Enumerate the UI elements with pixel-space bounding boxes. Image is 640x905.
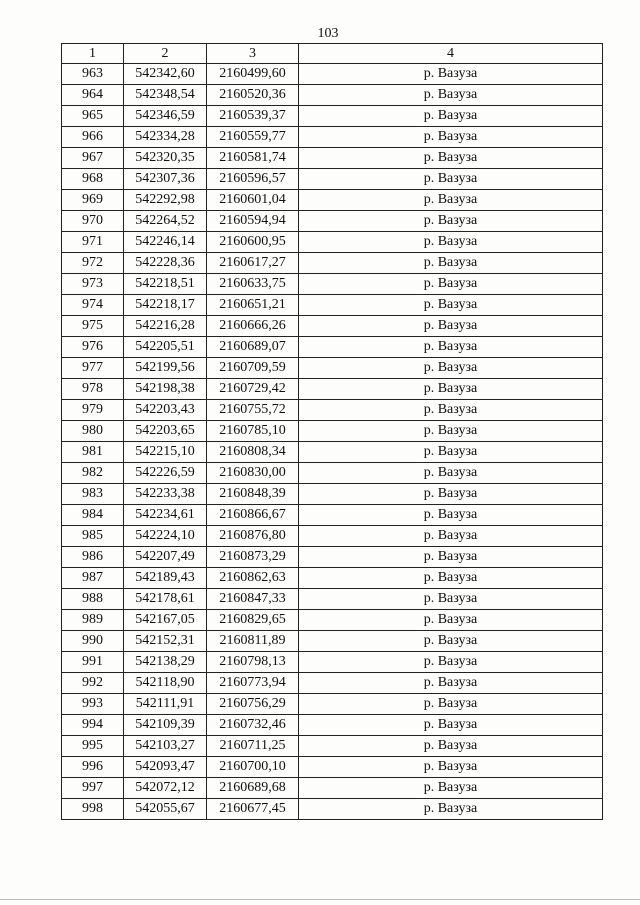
- table-cell-location: р. Вазуза: [299, 316, 603, 337]
- table-cell: 542216,28: [124, 316, 207, 337]
- table-cell: 975: [62, 316, 124, 337]
- table-cell-location: р. Вазуза: [299, 778, 603, 799]
- table-row: [62, 379, 603, 400]
- table-cell-location: р. Вазуза: [299, 442, 603, 463]
- table-cell: 984: [62, 505, 124, 526]
- table-cell-location: р. Вазуза: [299, 631, 603, 652]
- table-cell: 542246,14: [124, 232, 207, 253]
- table-row: [62, 127, 603, 148]
- table-cell: 974: [62, 295, 124, 316]
- table-cell: 970: [62, 211, 124, 232]
- column-header: 1: [62, 44, 124, 64]
- table-cell: 981: [62, 442, 124, 463]
- table-cell: 542111,91: [124, 694, 207, 715]
- table-row: [62, 736, 603, 757]
- table-cell: 993: [62, 694, 124, 715]
- table-cell: 542167,05: [124, 610, 207, 631]
- table-cell: 2160666,26: [207, 316, 299, 337]
- column-header: 3: [207, 44, 299, 64]
- table-cell: 542152,31: [124, 631, 207, 652]
- table-cell: 2160755,72: [207, 400, 299, 421]
- table-cell-location: р. Вазуза: [299, 421, 603, 442]
- table-cell: 998: [62, 799, 124, 820]
- table-row: [62, 64, 603, 85]
- table-cell: 542224,10: [124, 526, 207, 547]
- table-row: [62, 442, 603, 463]
- table-row: [62, 232, 603, 253]
- table-row: [62, 358, 603, 379]
- table-row: [62, 673, 603, 694]
- table-cell-location: р. Вазуза: [299, 148, 603, 169]
- table-cell-location: р. Вазуза: [299, 484, 603, 505]
- table-cell: 2160829,65: [207, 610, 299, 631]
- table-cell: 2160756,29: [207, 694, 299, 715]
- table-cell: 979: [62, 400, 124, 421]
- table-cell: 542215,10: [124, 442, 207, 463]
- table-cell: 542342,60: [124, 64, 207, 85]
- table-row: [62, 778, 603, 799]
- table-cell: 2160866,67: [207, 505, 299, 526]
- table-cell: 983: [62, 484, 124, 505]
- table-body: [62, 64, 603, 820]
- table-row: [62, 274, 603, 295]
- table-cell: 963: [62, 64, 124, 85]
- table-row: [62, 547, 603, 568]
- table-cell: 542138,29: [124, 652, 207, 673]
- table-cell-location: р. Вазуза: [299, 211, 603, 232]
- table-cell: 542226,59: [124, 463, 207, 484]
- column-header: 4: [299, 44, 603, 64]
- table-row: [62, 253, 603, 274]
- table-cell: 2160581,74: [207, 148, 299, 169]
- table-row: [62, 106, 603, 127]
- table-cell: 542346,59: [124, 106, 207, 127]
- table-row: [62, 589, 603, 610]
- table-cell: 986: [62, 547, 124, 568]
- table-cell: 542118,90: [124, 673, 207, 694]
- table-cell: 2160601,04: [207, 190, 299, 211]
- table-cell: 542307,36: [124, 169, 207, 190]
- table-cell: 994: [62, 715, 124, 736]
- table-cell: 977: [62, 358, 124, 379]
- table-cell: 987: [62, 568, 124, 589]
- table-cell: 992: [62, 673, 124, 694]
- table-row: [62, 799, 603, 820]
- table-cell: 2160677,45: [207, 799, 299, 820]
- table-cell: 542218,51: [124, 274, 207, 295]
- table-cell-location: р. Вазуза: [299, 190, 603, 211]
- table-cell: 965: [62, 106, 124, 127]
- table-cell: 2160711,25: [207, 736, 299, 757]
- table-cell-location: р. Вазуза: [299, 505, 603, 526]
- table-cell: 542292,98: [124, 190, 207, 211]
- table-cell-location: р. Вазуза: [299, 694, 603, 715]
- table-cell-location: р. Вазуза: [299, 568, 603, 589]
- table-cell: 542199,56: [124, 358, 207, 379]
- table-cell: 2160811,89: [207, 631, 299, 652]
- table-row: [62, 400, 603, 421]
- table-cell: 542233,38: [124, 484, 207, 505]
- table-cell-location: р. Вазуза: [299, 232, 603, 253]
- table-cell: 542218,17: [124, 295, 207, 316]
- table-cell: 542203,43: [124, 400, 207, 421]
- table-cell-location: р. Вазуза: [299, 274, 603, 295]
- table-row: [62, 85, 603, 106]
- table-row: [62, 484, 603, 505]
- table-cell: 542228,36: [124, 253, 207, 274]
- table-cell: 2160596,57: [207, 169, 299, 190]
- table-cell: 2160651,21: [207, 295, 299, 316]
- page-number: 103: [317, 26, 339, 41]
- table-cell: 542072,12: [124, 778, 207, 799]
- table-cell: 542207,49: [124, 547, 207, 568]
- table-cell-location: р. Вазуза: [299, 358, 603, 379]
- table-cell-location: р. Вазуза: [299, 106, 603, 127]
- table-cell: 542334,28: [124, 127, 207, 148]
- table-cell: 967: [62, 148, 124, 169]
- column-header: 2: [124, 44, 207, 64]
- table-row: [62, 757, 603, 778]
- table-cell: 542264,52: [124, 211, 207, 232]
- table-cell-location: р. Вазуза: [299, 169, 603, 190]
- table-cell: 2160689,68: [207, 778, 299, 799]
- table-cell: 969: [62, 190, 124, 211]
- table-row: [62, 694, 603, 715]
- table-cell-location: р. Вазуза: [299, 526, 603, 547]
- table-cell: 2160594,94: [207, 211, 299, 232]
- table-cell: 542205,51: [124, 337, 207, 358]
- table-cell-location: р. Вазуза: [299, 337, 603, 358]
- table-cell: 2160847,33: [207, 589, 299, 610]
- table-cell: 2160732,46: [207, 715, 299, 736]
- table-cell: 2160499,60: [207, 64, 299, 85]
- table-cell: 2160808,34: [207, 442, 299, 463]
- table-cell-location: р. Вазуза: [299, 715, 603, 736]
- table-row: [62, 568, 603, 589]
- table-cell: 978: [62, 379, 124, 400]
- table-cell: 2160633,75: [207, 274, 299, 295]
- table-cell-location: р. Вазуза: [299, 400, 603, 421]
- table-cell-location: р. Вазуза: [299, 64, 603, 85]
- table-cell: 2160773,94: [207, 673, 299, 694]
- table-row: [62, 421, 603, 442]
- table-cell: 966: [62, 127, 124, 148]
- table-row: [62, 295, 603, 316]
- table-cell: 964: [62, 85, 124, 106]
- table-cell: 2160729,42: [207, 379, 299, 400]
- table-cell-location: р. Вазуза: [299, 736, 603, 757]
- table-cell: 2160520,36: [207, 85, 299, 106]
- table-cell-location: р. Вазуза: [299, 127, 603, 148]
- table-cell: 988: [62, 589, 124, 610]
- table-row: [62, 631, 603, 652]
- table-cell: 2160709,59: [207, 358, 299, 379]
- table-cell-location: р. Вазуза: [299, 295, 603, 316]
- table-cell: 996: [62, 757, 124, 778]
- table-row: [62, 463, 603, 484]
- table-cell: 982: [62, 463, 124, 484]
- table-cell: 973: [62, 274, 124, 295]
- table-cell: 2160830,00: [207, 463, 299, 484]
- table-cell: 2160785,10: [207, 421, 299, 442]
- table-cell: 991: [62, 652, 124, 673]
- table-cell: 542189,43: [124, 568, 207, 589]
- table-row: [62, 169, 603, 190]
- table-cell: 2160617,27: [207, 253, 299, 274]
- page-bottom-edge: [0, 899, 640, 900]
- table-cell: 990: [62, 631, 124, 652]
- table-cell: 989: [62, 610, 124, 631]
- table-cell-location: р. Вазуза: [299, 547, 603, 568]
- table-cell: 976: [62, 337, 124, 358]
- table-cell: 2160848,39: [207, 484, 299, 505]
- table-cell: 542055,67: [124, 799, 207, 820]
- table-cell: 2160600,95: [207, 232, 299, 253]
- table-cell: 542203,65: [124, 421, 207, 442]
- table-cell-location: р. Вазуза: [299, 589, 603, 610]
- table-cell: 542234,61: [124, 505, 207, 526]
- table-cell: 2160689,07: [207, 337, 299, 358]
- table-cell-location: р. Вазуза: [299, 463, 603, 484]
- table-cell-location: р. Вазуза: [299, 799, 603, 820]
- table-cell: 542348,54: [124, 85, 207, 106]
- table-row: [62, 526, 603, 547]
- table-row: [62, 148, 603, 169]
- table-row: [62, 505, 603, 526]
- table-cell: 980: [62, 421, 124, 442]
- table-cell-location: р. Вазуза: [299, 379, 603, 400]
- table-cell: 2160559,77: [207, 127, 299, 148]
- table-cell-location: р. Вазуза: [299, 757, 603, 778]
- coordinates-table: [61, 43, 603, 820]
- table-cell: 2160862,63: [207, 568, 299, 589]
- table-cell: 985: [62, 526, 124, 547]
- table-cell-location: р. Вазуза: [299, 610, 603, 631]
- table-cell: 542109,39: [124, 715, 207, 736]
- table-cell: 2160876,80: [207, 526, 299, 547]
- table-cell-location: р. Вазуза: [299, 652, 603, 673]
- table-row: [62, 190, 603, 211]
- table-cell: 995: [62, 736, 124, 757]
- table-cell: 2160873,29: [207, 547, 299, 568]
- table-cell-location: р. Вазуза: [299, 673, 603, 694]
- table-cell: 542103,27: [124, 736, 207, 757]
- table-cell: 542320,35: [124, 148, 207, 169]
- table-row: [62, 337, 603, 358]
- table-cell: 968: [62, 169, 124, 190]
- table-row: [62, 211, 603, 232]
- table-row: [62, 610, 603, 631]
- table-cell-location: р. Вазуза: [299, 85, 603, 106]
- table-cell: 972: [62, 253, 124, 274]
- table-header-row: [62, 44, 603, 64]
- table-cell: 542178,61: [124, 589, 207, 610]
- table-cell: 2160700,10: [207, 757, 299, 778]
- table-cell: 971: [62, 232, 124, 253]
- table-row: [62, 652, 603, 673]
- table-row: [62, 715, 603, 736]
- table-cell: 542093,47: [124, 757, 207, 778]
- table-cell-location: р. Вазуза: [299, 253, 603, 274]
- table-row: [62, 316, 603, 337]
- table-cell: 542198,38: [124, 379, 207, 400]
- table-cell: 2160798,13: [207, 652, 299, 673]
- table-cell: 2160539,37: [207, 106, 299, 127]
- table-cell: 997: [62, 778, 124, 799]
